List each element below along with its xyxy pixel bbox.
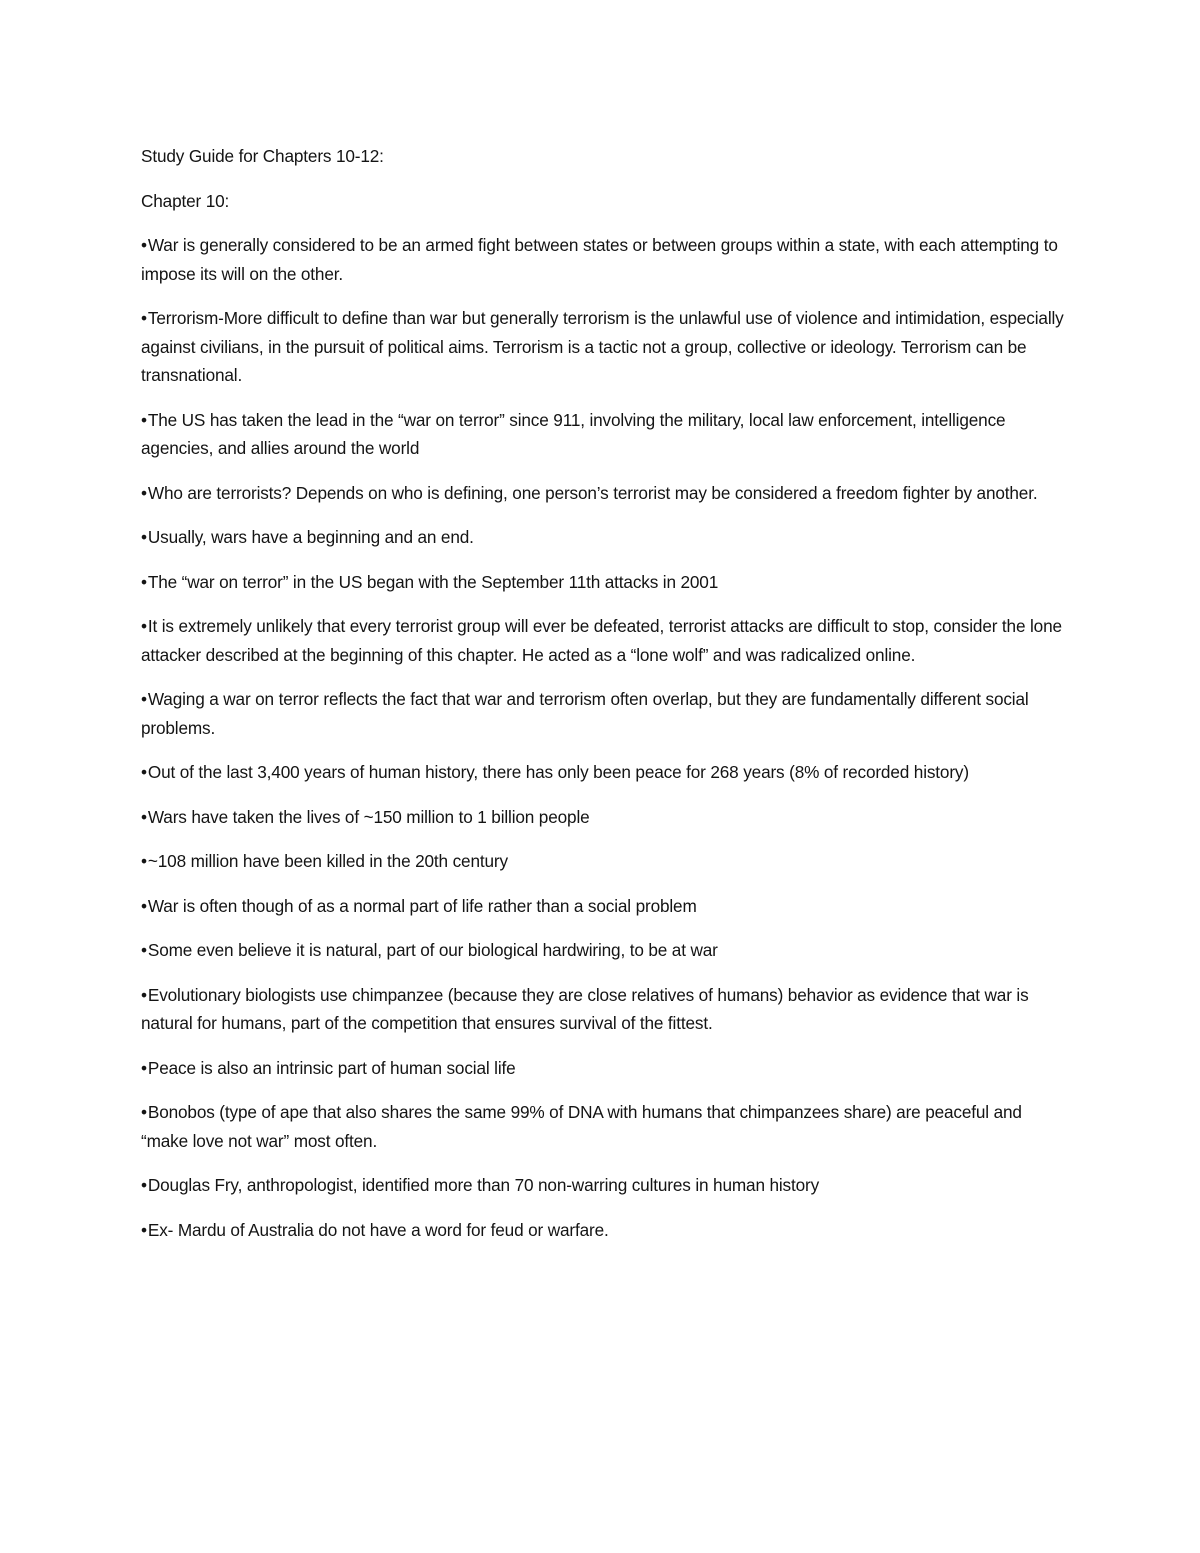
bullet-item (141, 1171, 1071, 1200)
bullet-mark: • (141, 1057, 147, 1078)
bullet-item (141, 1098, 1071, 1155)
bullet-text: Peace is also an intrinsic part of human social life (147, 1057, 516, 1078)
bullet-item (141, 758, 1071, 787)
bullet-text: ~108 million have been killed in the 20th century (147, 851, 508, 871)
bullet-mark: • (141, 482, 147, 503)
bullet-mark: • (141, 308, 147, 328)
bullet-item (141, 847, 1071, 876)
bullet-mark: • (141, 527, 147, 547)
bullet-item (141, 231, 1071, 288)
bullet-mark: • (141, 940, 147, 960)
bullet-mark: • (141, 806, 147, 827)
bullet-mark: • (141, 1219, 147, 1240)
bullet-text: Waging a war on terror reflects the fact that war and terrorism often overlap, but they are fundamentally different social problems. (141, 689, 1029, 738)
bullet-item (141, 981, 1071, 1038)
bullet-mark: • (141, 1175, 147, 1195)
bullet-item (141, 1054, 1071, 1083)
bullet-text: Evolutionary biologists use chimpanzee (because they are close relatives of humans) behavior as evidence that war is natural for humans, part of the competition that ensures survival of the fittest. (141, 984, 1029, 1033)
document-title: Study Guide for Chapters 10-12: (141, 146, 384, 166)
bullet-mark: • (141, 409, 147, 430)
bullet-item (141, 479, 1071, 508)
bullet-text: The US has taken the lead in the “war on terror” since 911, involving the military, local law enforcement, intelligence agencies, and allies around the world (141, 409, 1006, 458)
bullet-text: Douglas Fry, anthropologist, identified more than 70 non-warring cultures in human history (147, 1175, 820, 1195)
bullet-text: Out of the last 3,400 years of human history, there has only been peace for 268 years (8% of recorded history) (147, 762, 969, 782)
bullet-item (141, 406, 1071, 463)
bullet-mark: • (141, 851, 147, 871)
bullet-text: Some even believe it is natural, part of our biological hardwiring, to be at war (147, 940, 718, 960)
bullet-list (141, 231, 1071, 1244)
bullet-mark: • (141, 984, 147, 1005)
document-body (141, 142, 1071, 1260)
bullet-mark: • (141, 895, 147, 916)
bullet-mark: • (141, 616, 147, 636)
bullet-item (141, 304, 1071, 390)
bullet-text: It is extremely unlikely that every terrorist group will ever be defeated, terrorist attacks are difficult to stop, consider the lone attacker described at the beginning of this chapter. He acted as a “lone wolf” and was radicalized online. (141, 616, 1062, 665)
bullet-item (141, 1216, 1071, 1245)
bullet-mark: • (141, 571, 147, 592)
bullet-text: Ex- Mardu of Australia do not have a word for feud or warfare. (147, 1219, 609, 1240)
bullet-item (141, 685, 1071, 742)
bullet-item (141, 612, 1071, 669)
bullet-item (141, 892, 1071, 921)
bullet-text: Wars have taken the lives of ~150 million to 1 billion people (147, 806, 590, 827)
chapter-heading: Chapter 10: (141, 190, 230, 211)
bullet-text: Usually, wars have a beginning and an end. (147, 527, 474, 547)
bullet-text: Who are terrorists? Depends on who is defining, one person’s terrorist may be considered a freedom fighter by another. (147, 482, 1038, 503)
bullet-mark: • (141, 1102, 147, 1122)
bullet-mark: • (141, 235, 147, 255)
bullet-item (141, 936, 1071, 965)
bullet-text: Bonobos (type of ape that also shares the same 99% of DNA with humans that chimpanzees share) are peaceful and “make love not war” most often. (141, 1102, 1022, 1151)
bullet-item (141, 568, 1071, 597)
bullet-mark: • (141, 762, 147, 782)
bullet-text: The “war on terror” in the US began with the September 11th attacks in 2001 (147, 571, 719, 592)
bullet-item (141, 803, 1071, 832)
bullet-mark: • (141, 689, 147, 709)
bullet-text: Terrorism-More difficult to define than war but generally terrorism is the unlawful use of violence and intimidation, especially against civilians, in the pursuit of political aims. Terrorism is a tactic not a group, collective or ideology. Terrorism can be transnational. (141, 308, 1064, 385)
bullet-text: War is often though of as a normal part of life rather than a social problem (147, 895, 697, 916)
bullet-item (141, 523, 1071, 552)
bullet-text: War is generally considered to be an armed fight between states or between groups within a state, with each attempting to impose its will on the other. (141, 235, 1058, 284)
